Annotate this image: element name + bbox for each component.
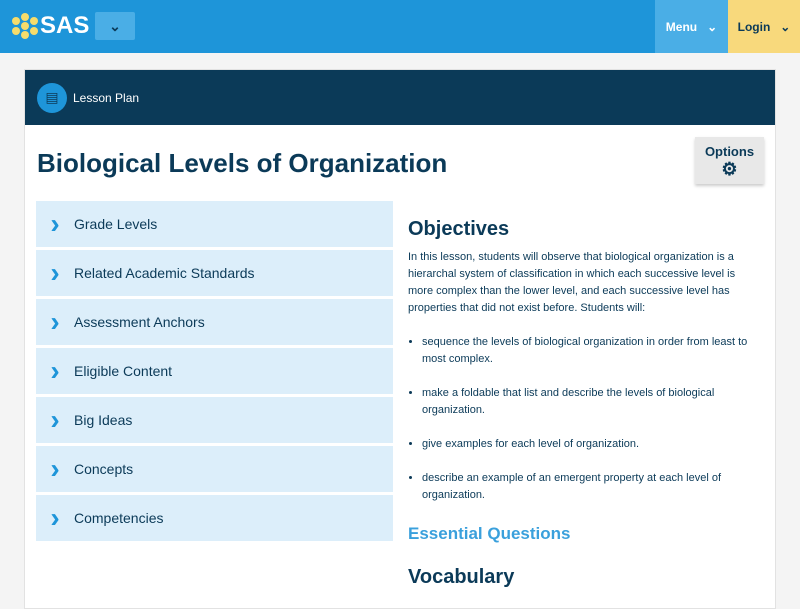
accordion-item[interactable] — [36, 299, 393, 345]
menu-button[interactable] — [655, 0, 728, 53]
banner-label: Lesson Plan — [73, 90, 140, 105]
options-button[interactable] — [695, 137, 764, 184]
top-nav — [0, 0, 800, 53]
logo-text: SAS — [40, 12, 90, 39]
login-button[interactable] — [728, 0, 800, 53]
essential-questions-link[interactable]: Essential Questions — [408, 524, 571, 543]
login-label: Login — [737, 19, 771, 34]
item-label: Competencies — [74, 510, 164, 526]
accordion-item[interactable] — [36, 446, 393, 492]
vocabulary-heading: Vocabulary — [408, 566, 515, 588]
item-label: Assessment Anchors — [74, 314, 205, 330]
accordion-item[interactable] — [36, 250, 393, 296]
chevron-down-icon: ⌄ — [707, 19, 718, 34]
document-icon: ▤ — [37, 83, 67, 113]
accordion — [36, 201, 393, 544]
accordion-item[interactable] — [36, 348, 393, 394]
objectives-intro: In this lesson, students will observe that biological organization is a hierarchal system of classification in which each successive level is more complex than the lower level, and each successive level has properties that did not exist before. Students will: — [408, 251, 736, 314]
objective-item: • describe an example of an emergent property at each level of organization. — [422, 470, 758, 504]
objective-item: • sequence the levels of biological organization in order from least to most complex. — [422, 334, 758, 368]
objective-item: • make a foldable that list and describe the levels of biological organization. — [422, 385, 758, 419]
menu-label: Menu — [665, 19, 698, 34]
chevron-right-icon: › — [50, 257, 60, 288]
site-dropdown-button[interactable]: ⌄ — [95, 12, 135, 40]
lesson-banner — [25, 70, 775, 125]
sas-logo[interactable] — [12, 12, 89, 40]
chevron-down-icon: ⌄ — [780, 19, 791, 34]
item-label: Concepts — [74, 461, 134, 477]
lesson-card — [24, 69, 776, 609]
objective-item: • give examples for each level of organization. — [422, 436, 758, 453]
objectives-section — [408, 218, 758, 589]
item-label: Eligible Content — [74, 363, 173, 379]
item-label: Big Ideas — [74, 412, 133, 428]
accordion-item[interactable] — [36, 397, 393, 443]
chevron-right-icon: › — [50, 453, 60, 484]
chevron-right-icon: › — [50, 502, 60, 533]
page-title: Biological Levels of Organization — [37, 148, 448, 178]
chevron-right-icon: › — [50, 208, 60, 239]
accordion-item[interactable] — [36, 495, 393, 541]
objectives-heading: Objectives — [408, 218, 510, 240]
chevron-right-icon: › — [50, 355, 60, 386]
chevron-right-icon: › — [50, 306, 60, 337]
options-label: Options — [704, 144, 755, 159]
gear-icon: ⚙ — [721, 159, 738, 179]
chevron-right-icon: › — [50, 404, 60, 435]
item-label: Related Academic Standards — [74, 265, 255, 281]
logo-icon — [12, 13, 38, 39]
item-label: Grade Levels — [74, 216, 158, 232]
accordion-item[interactable] — [36, 201, 393, 247]
